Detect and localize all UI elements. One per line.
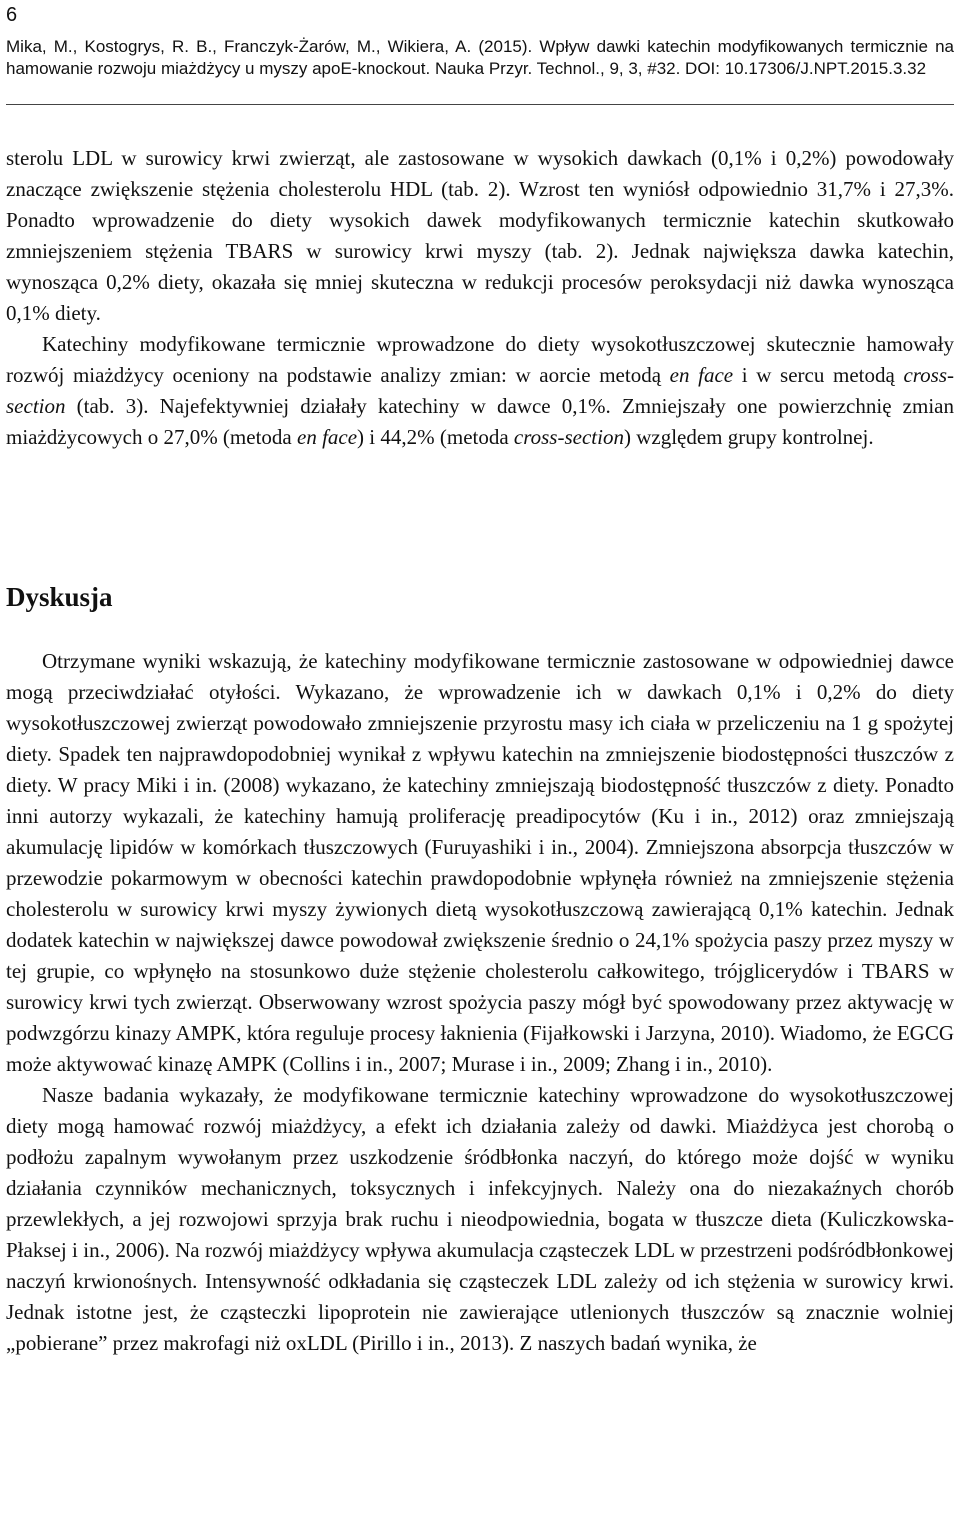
- results-paragraph-2: Katechiny modyfikowane termicznie wprowadzone do diety wysokotłuszczowej skutecznie hamowały rozwój miażdżycy oceniony na podstawie analizy zmian: w aorcie metodą en face i w sercu metodą cross-section (tab. 3). Najefektywniej działały katechiny w dawce 0,1%. Zmniejszały one powierzchnię zmian miażdżycowych o 27,0% (metoda en face) i 44,2% (metoda cross-section) względem grupy kontrolnej.: [6, 332, 954, 449]
- citation-header: Mika, M., Kostogrys, R. B., Franczyk-Żarów, M., Wikiera, A. (2015). Wpływ dawki katechin modyfikowanych termicznie na hamowanie rozwoju miażdżycy u myszy apoE-knockout. Nauka Przyr. Technol., 9, 3, #32. DOI: 10.17306/J.NPT.2015.3.32: [6, 37, 954, 78]
- discussion-paragraph-1: Otrzymane wyniki wskazują, że katechiny modyfikowane termicznie zastosowane w odpowiedniej dawce mogą przeciwdziałać otyłości. Wykazano, że wprowadzenie ich w dawkach 0,1% i 0,2% do diety wysokotłuszczowej zwierząt powodowało zmniejszenie przyrostu masy ich ciała w przeliczeniu na 1 g spożytej diety. Spadek ten najprawdopodobniej wynikał z wpływu katechin na zmniejszenie biodostępności tłuszczów z diety. W pracy Miki i in. (2008) wykazano, że katechiny zmniejszają biodostępność tłuszczów z diety. Ponadto inni autorzy wykazali, że katechiny hamują proliferację preadipocytów (Ku i in., 2012) oraz zmniejszają akumulację lipidów w komórkach tłuszczowych (Furuyashiki i in., 2004). Zmniejszona absorpcja tłuszczów w przewodzie pokarmowym w obecności katechin prawdopodobnie wpłynęła również na zmniejszenie stężenia cholesterolu w surowicy krwi myszy żywionych dietą wysokotłuszczową zawierającą 0,1% katechin. Jednak dodatek katechin w największej dawce powodował zwiększenie średnio o 24,1% spożycia paszy przez myszy w tej grupie, co wpłynęło na stosunkowo duże stężenie cholesterolu całkowitego, trójglicerydów i TBARS w surowicy krwi tych zwierząt. Obserwowany wzrost spożycia paszy mógł być spowodowany przez aktywację w podwzgórzu kinazy AMPK, która reguluje procesy łaknienia (Fijałkowski i Jarzyna, 2010). Wiadomo, że EGCG może aktywować kinazę AMPK (Collins i in., 2007; Murase i in., 2009; Zhang i in., 2010).: [6, 649, 954, 1076]
- results-paragraph-1: sterolu LDL w surowicy krwi zwierząt, ale zastosowane w wysokich dawkach (0,1% i 0,2%) powodowały znaczące zwiększenie stężenia cholesterolu HDL (tab. 2). Wzrost ten wyniósł odpowiednio 31,7% i 27,3%. Ponadto wprowadzenie do diety wysokich dawek modyfikowanych termicznie katechin skutkowało zmniejszeniem stężenia TBARS w surowicy krwi myszy (tab. 2). Jednak największa dawka katechin, wynosząca 0,2% diety, okazała się mniej skuteczna w redukcji procesów peroksydacji niż dawka wynosząca 0,1% diety.: [6, 146, 954, 325]
- discussion-section: [6, 646, 954, 1359]
- page-number: 6: [6, 4, 18, 26]
- header-divider: [6, 104, 954, 105]
- section-heading-dyskusja: Dyskusja: [6, 582, 113, 612]
- results-section: [6, 143, 954, 453]
- discussion-paragraph-2: Nasze badania wykazały, że modyfikowane termicznie katechiny wprowadzone do wysokotłuszczowej diety mogą hamować rozwój miażdżycy, a efekt ich działania zależy od dawki. Miażdżyca jest chorobą o podłożu zapalnym wywołanym przez uszkodzenie śródbłonka naczyń, do którego może dojść w wyniku działania czynników mechanicznych, toksycznych i infekcyjnych. Należy ona do niezakaźnych chorób przewlekłych, a jej rozwojowi sprzyja brak ruchu i nieodpowiednia, bogata w tłuszcze dieta (Kuliczkowska-Płaksej i in., 2006). Na rozwój miażdżycy wpływa akumulacja cząsteczek LDL w przestrzeni podśródbłonkowej naczyń krwionośnych. Intensywność odkładania się cząsteczek LDL zależy od ich stężenia w surowicy krwi. Jednak istotne jest, że cząsteczki lipoprotein nie zawierające utlenionych tłuszczów są znacznie wolniej „pobierane” przez makrofagi niż oxLDL (Pirillo i in., 2013). Z naszych badań wynika, że: [6, 1083, 954, 1355]
